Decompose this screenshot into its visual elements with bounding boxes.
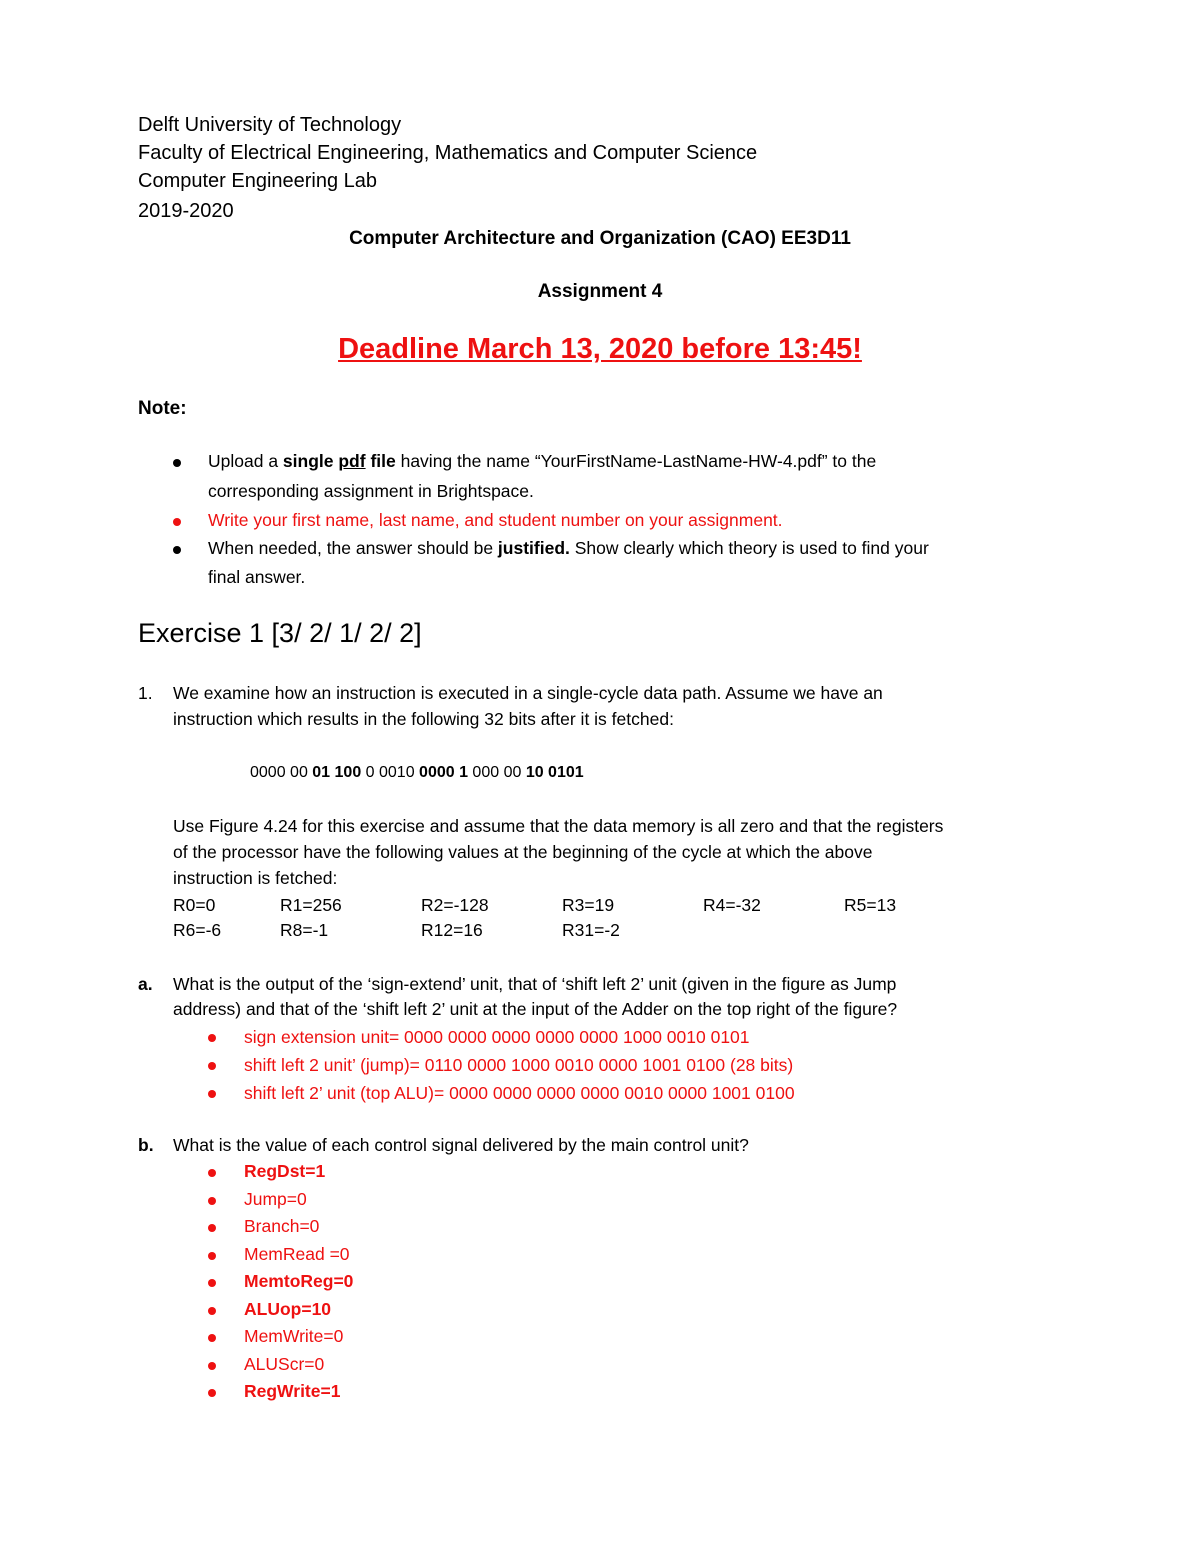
bits-part-bold: 10 0101 — [525, 764, 584, 781]
bullet-icon — [208, 1307, 216, 1315]
note-item-justify-text2: Show clearly which theory is used to find your — [569, 538, 929, 558]
bullet-icon — [173, 546, 181, 554]
bullet-icon — [208, 1224, 216, 1232]
faculty-name: Faculty of Electrical Engineering, Mathematics and Computer Science — [138, 142, 758, 164]
register-value: R8=-1 — [280, 920, 329, 940]
control-signal: MemRead =0 — [244, 1244, 350, 1264]
control-signal: Branch=0 — [244, 1216, 320, 1236]
course-title: Computer Architecture and Organization (CAO) EE3D11 — [349, 228, 851, 249]
bits-part: 000 00 — [467, 764, 526, 781]
control-signal: RegDst=1 — [244, 1161, 326, 1181]
assignment-title: Assignment 4 — [537, 281, 663, 302]
bullet-icon — [208, 1090, 216, 1098]
control-signal: ALUScr=0 — [244, 1354, 325, 1374]
register-value: R1=256 — [280, 895, 342, 915]
note-item-justify-line2: final answer. — [208, 567, 306, 587]
bits-part-bold: 0000 1 — [419, 764, 468, 781]
bullet-icon — [208, 1389, 216, 1397]
use-figure-line3: instruction is fetched: — [173, 868, 338, 888]
register-value: R31=-2 — [562, 920, 620, 940]
register-value: R5=13 — [844, 895, 897, 915]
note-item-upload-line2: corresponding assignment in Brightspace. — [208, 481, 534, 501]
bits-part: 0 0010 — [361, 764, 420, 781]
note-item-upload-bold: single — [282, 451, 339, 471]
bullet-icon — [208, 1062, 216, 1070]
note-item-write-name: Write your first name, last name, and student number on your assignment. — [208, 510, 783, 530]
academic-year: 2019-2020 — [138, 200, 234, 222]
register-value: R4=-32 — [703, 895, 761, 915]
university-name: Delft University of Technology — [138, 114, 402, 136]
question-b-label: b. — [138, 1135, 154, 1155]
note-title: Note: — [138, 398, 187, 419]
question-b-line: What is the value of each control signal delivered by the main control unit? — [173, 1135, 749, 1155]
question-1-line2: instruction which results in the following 32 bits after it is fetched: — [173, 709, 674, 729]
bullet-icon — [208, 1197, 216, 1205]
note-item-upload-text: Upload a — [208, 451, 283, 471]
question-1-line1: We examine how an instruction is executed in a single-cycle data path. Assume we have an — [173, 683, 883, 703]
answer-a-shift-jump: shift left 2 unit’ (jump)= 0110 0000 1000 0010 0000 1001 0100 (28 bits) — [244, 1055, 794, 1075]
question-a-line2: address) and that of the ‘shift left 2’ unit at the input of the Adder on the top right of the figure? — [173, 999, 898, 1019]
note-item-justify-bold: justified. — [497, 538, 570, 558]
note-item-upload — [208, 451, 876, 472]
answer-a-sign-extend: sign extension unit= 0000 0000 0000 0000 0000 1000 0010 0101 — [244, 1027, 750, 1047]
register-value: R3=19 — [562, 895, 615, 915]
bullet-icon — [208, 1034, 216, 1042]
control-signal: MemWrite=0 — [244, 1326, 344, 1346]
bullet-icon — [208, 1252, 216, 1260]
note-item-upload-bold2: file — [365, 451, 396, 471]
bullet-icon — [173, 518, 181, 526]
question-a-label: a. — [138, 974, 153, 994]
question-a-line1: What is the output of the ‘sign-extend’ unit, that of ‘shift left 2’ unit (given in the figure as Jump — [173, 974, 897, 994]
register-value: R12=16 — [421, 920, 483, 940]
register-value: R6=-6 — [173, 920, 222, 940]
bullet-icon — [208, 1334, 216, 1342]
control-signal: Jump=0 — [244, 1189, 307, 1209]
bullet-icon — [208, 1279, 216, 1287]
answer-a-shift-top: shift left 2’ unit (top ALU)= 0000 0000 0000 0000 0010 0000 1001 0100 — [244, 1083, 795, 1103]
use-figure-line1: Use Figure 4.24 for this exercise and assume that the data memory is all zero and that the registers — [173, 816, 944, 836]
register-value: R0=0 — [173, 895, 216, 915]
note-item-justify-text: When needed, the answer should be — [208, 538, 498, 558]
bits-part: 0000 00 — [250, 764, 313, 781]
note-item-upload-text2: having the name “YourFirstName-LastName-HW-4.pdf” to the — [395, 451, 877, 471]
bits-part-bold: 01 100 — [312, 764, 362, 781]
control-signal: RegWrite=1 — [244, 1381, 341, 1401]
note-item-upload-underlined: pdf — [338, 451, 366, 471]
lab-name: Computer Engineering Lab — [138, 170, 378, 192]
question-number: 1. — [138, 683, 153, 703]
bullet-icon — [208, 1169, 216, 1177]
control-signal: ALUop=10 — [244, 1299, 332, 1319]
bullet-icon — [208, 1362, 216, 1370]
register-value: R2=-128 — [421, 895, 489, 915]
note-item-justify — [208, 538, 929, 559]
deadline-text: Deadline March 13, 2020 before 13:45! — [338, 333, 862, 365]
instruction-bits — [250, 764, 584, 782]
use-figure-line2: of the processor have the following values at the beginning of the cycle at which the above — [173, 842, 873, 862]
exercise-title: Exercise 1 [3/ 2/ 1/ 2/ 2] — [138, 618, 422, 648]
bullet-icon — [173, 459, 181, 467]
control-signal: MemtoReg=0 — [244, 1271, 354, 1291]
